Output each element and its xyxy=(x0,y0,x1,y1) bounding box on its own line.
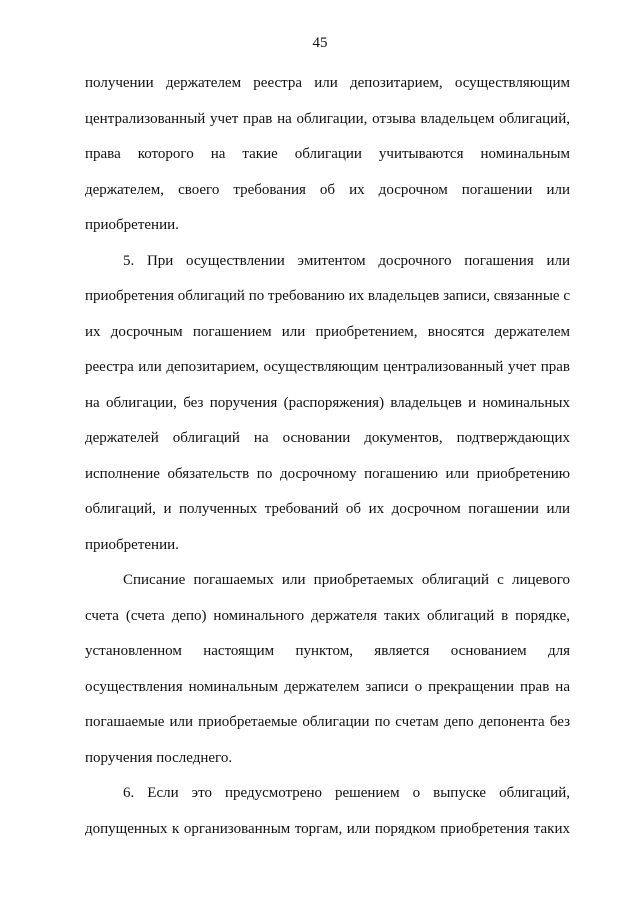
text-line: поручения последнего. xyxy=(85,749,233,766)
text-line: осуществления номинальным держателем записи о прекращении прав на xyxy=(85,678,570,695)
text-line: реестра или депозитарием, осуществляющим централизованный учет прав xyxy=(85,359,570,375)
document-body xyxy=(85,66,570,847)
paragraph-continuation xyxy=(85,66,570,244)
page-number: 45 xyxy=(312,35,328,51)
text-line: приобретения облигаций по требованию их владельцев записи, связанные с xyxy=(85,288,570,304)
text-line: облигаций, и полученных требований об их досрочном погашении или xyxy=(85,501,570,517)
text-line: получении держателем реестра или депозитарием, осуществляющим xyxy=(85,75,570,91)
text-line: их досрочным погашением или приобретением, вносятся держателем xyxy=(85,323,570,340)
text-line: допущенных к организованным торгам, или порядком приобретения таких xyxy=(85,820,570,837)
text-line: приобретении. xyxy=(85,536,179,553)
text-line: исполнение обязательств по досрочному погашению или приобретению xyxy=(85,465,570,482)
text-line: 5. При осуществлении эмитентом досрочного погашения или xyxy=(123,252,570,269)
paragraph-write-off xyxy=(85,563,570,776)
text-line: погашаемые или приобретаемые облигации по счетам депо депонента без xyxy=(85,714,570,730)
text-line: держателей облигаций на основании документов, подтверждающих xyxy=(85,430,570,446)
paragraph-item-5 xyxy=(85,244,570,564)
text-line: приобретении. xyxy=(85,217,179,233)
text-line: централизованный учет прав на облигации, отзыва владельцем облигаций, xyxy=(85,110,570,127)
text-line: права которого на такие облигации учитываются номинальным xyxy=(85,146,570,162)
paragraph-item-6 xyxy=(85,776,570,847)
text-line: на облигации, без поручения (распоряжения) владельцев и номинальных xyxy=(85,394,570,411)
text-line: 6. Если это предусмотрено решением о выпуске облигаций, xyxy=(123,785,570,801)
text-line: счета (счета депо) номинального держателя таких облигаций в порядке, xyxy=(85,607,570,624)
text-line: держателем, своего требования об их досрочном погашении или xyxy=(85,181,570,198)
text-line: установленном настоящим пунктом, является основанием для xyxy=(85,643,570,659)
text-line: Списание погашаемых или приобретаемых облигаций с лицевого xyxy=(123,572,570,588)
